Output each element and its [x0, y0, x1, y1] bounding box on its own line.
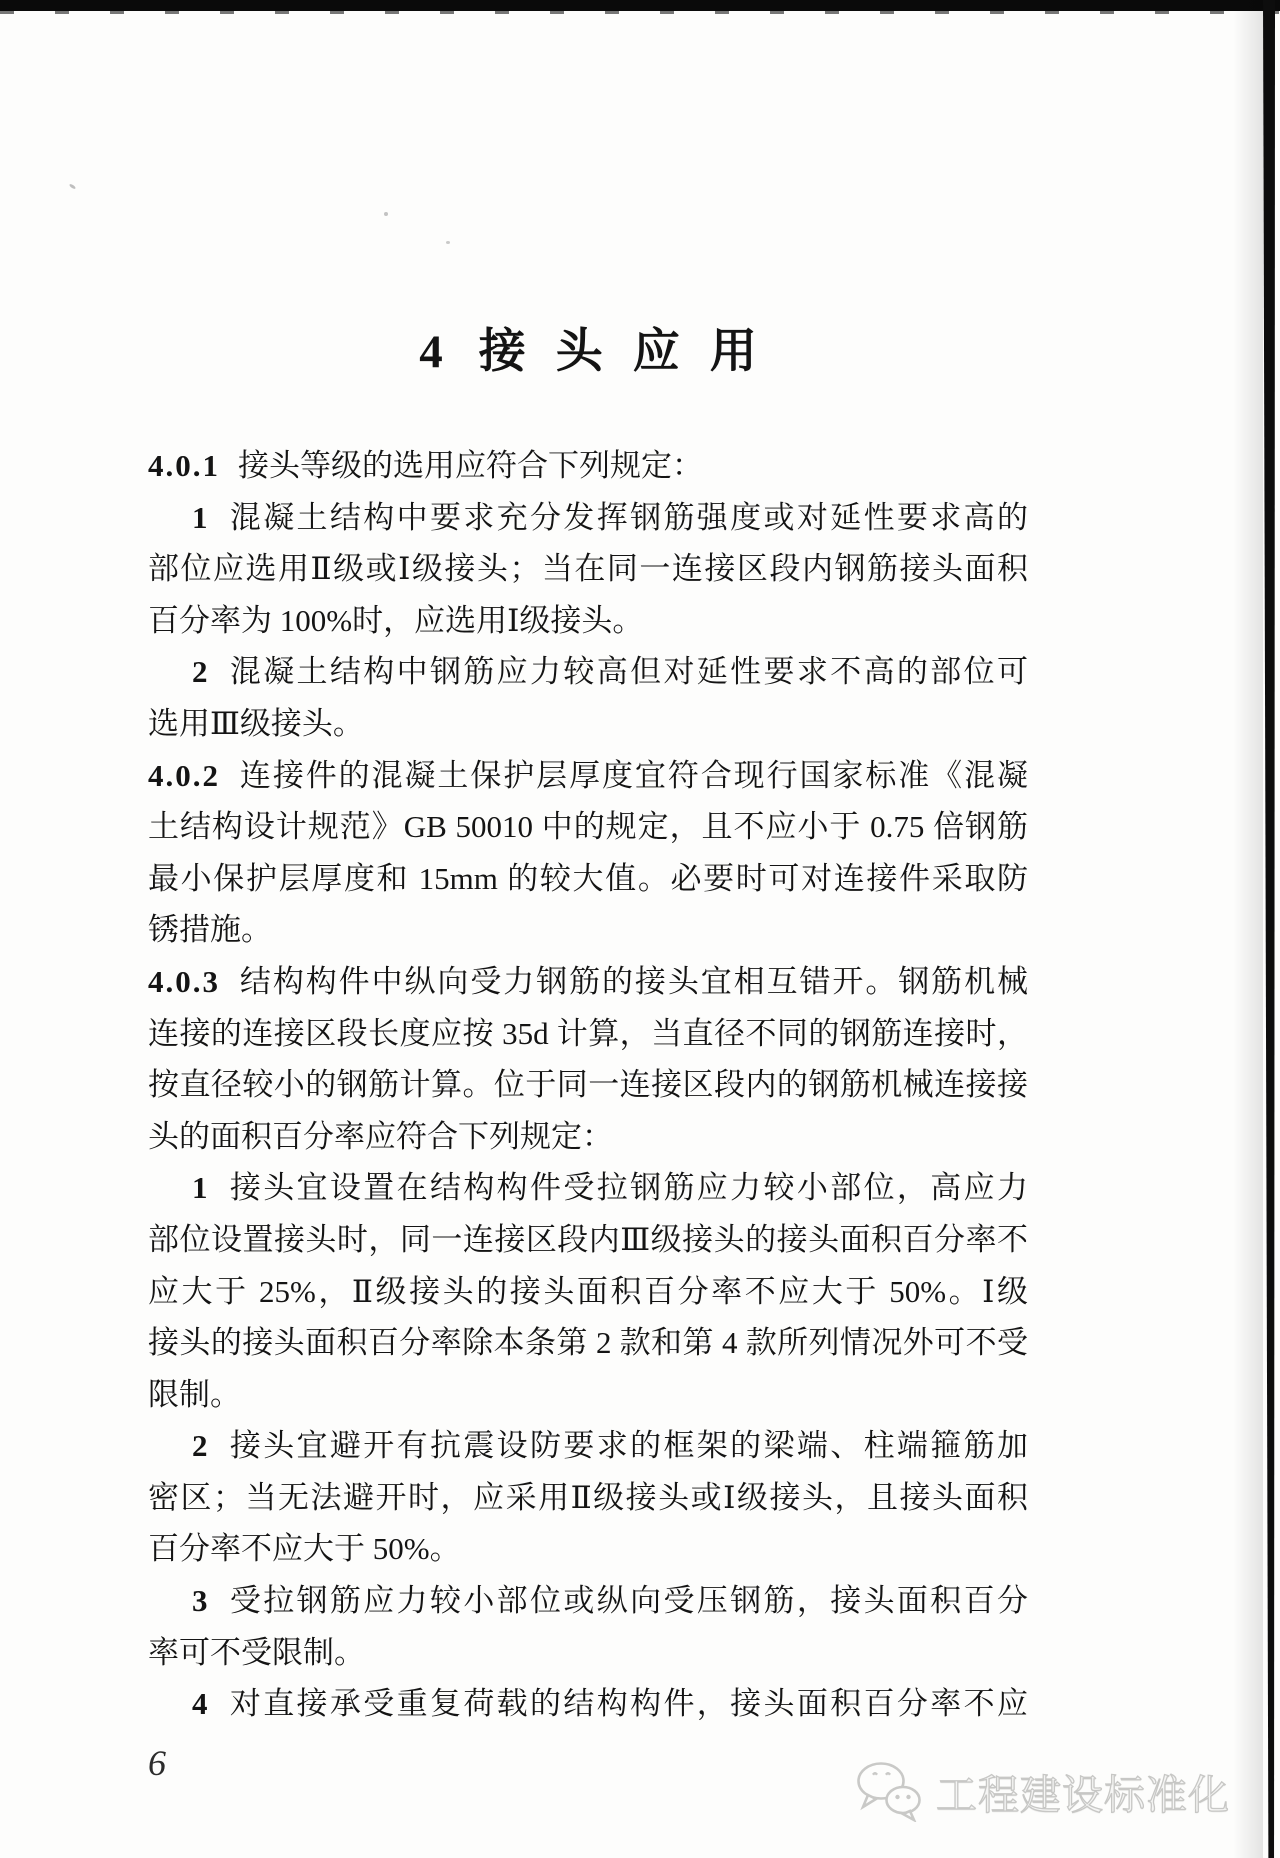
- scan-right-edge-line: [1263, 0, 1275, 1858]
- text-line: [148, 1472, 1028, 1524]
- scan-right-shadow: [1233, 0, 1263, 1858]
- line-text: 最小保护层厚度和 15mm 的较大值。必要时可对连接件采取防: [148, 860, 1028, 896]
- line-text: 部位应选用Ⅱ级或Ⅰ级接头；当在同一连接区段内钢筋接头面积: [148, 551, 1028, 587]
- line-text: 应大于 25%，Ⅱ级接头的接头面积百分率不应大于 50%。Ⅰ级: [148, 1273, 1028, 1309]
- text-line: [148, 1266, 1028, 1318]
- line-text: 连接的连接区段长度应按 35d 计算，当直径不同的钢筋连接时，: [148, 1015, 1028, 1051]
- scan-top-edge-bar: [0, 0, 1280, 11]
- line-text: 百分率为 100%时，应选用Ⅰ级接头。: [148, 602, 644, 638]
- line-text: 锈措施。: [148, 912, 272, 948]
- chapter-number: 4: [419, 326, 443, 378]
- text-line: [148, 1059, 1028, 1111]
- clause-number: 3: [192, 1583, 210, 1619]
- body-text: [148, 440, 1028, 1730]
- text-line: [148, 1369, 1028, 1421]
- line-text: 部位设置接头时，同一连接区段内Ⅲ级接头的接头面积百分率不: [148, 1221, 1028, 1257]
- text-line: [148, 1111, 1028, 1163]
- watermark: [856, 1760, 1230, 1822]
- line-text: 接头宜避开有抗震设防要求的框架的梁端、柱端箍筋加: [227, 1428, 1028, 1464]
- text-line: [148, 440, 1028, 492]
- wechat-icon: [856, 1760, 926, 1822]
- line-text: 对直接承受重复荷载的结构构件，接头面积百分率不应: [227, 1686, 1028, 1722]
- line-text: 百分率不应大于 50%。: [148, 1531, 461, 1567]
- text-line: [148, 750, 1028, 802]
- text-line: [148, 1678, 1028, 1730]
- text-line: [148, 1627, 1028, 1679]
- clause-number: 4: [192, 1686, 210, 1722]
- text-line: [148, 1317, 1028, 1369]
- clause-number: 2: [192, 1428, 210, 1464]
- line-text: 混凝土结构中要求充分发挥钢筋强度或对延性要求高的: [227, 499, 1028, 535]
- clause-number: 1: [192, 499, 210, 535]
- text-line: [148, 853, 1028, 905]
- text-line: [148, 1523, 1028, 1575]
- line-text: 头的面积百分率应符合下列规定：: [148, 1118, 613, 1154]
- chapter-title-text: 接头应用: [478, 326, 787, 378]
- clause-number: 4.0.3: [148, 963, 220, 999]
- line-text: 密区；当无法避开时，应采用Ⅱ级接头或Ⅰ级接头，且接头面积: [148, 1479, 1028, 1515]
- text-line: [148, 1008, 1028, 1060]
- scan-artifact: [69, 183, 76, 189]
- text-line: [148, 698, 1028, 750]
- line-text: 选用Ⅲ级接头。: [148, 705, 364, 741]
- page-number: 6: [148, 1743, 166, 1783]
- text-line: [148, 646, 1028, 698]
- text-line: [148, 492, 1028, 544]
- line-text: 接头等级的选用应符合下列规定：: [238, 448, 703, 483]
- line-text: 土结构设计规范》GB 50010 中的规定，且不应小于 0.75 倍钢筋: [148, 809, 1028, 845]
- watermark-text: 工程建设标准化: [936, 1771, 1230, 1818]
- clause-number: 4.0.1: [148, 448, 220, 483]
- clause-number: 1: [192, 1170, 210, 1206]
- clause-number: 2: [192, 654, 210, 690]
- text-line: [148, 956, 1028, 1008]
- text-line: [148, 801, 1028, 853]
- scan-artifact: [446, 241, 450, 244]
- scan-artifact: [384, 212, 388, 216]
- text-line: [148, 543, 1028, 595]
- text-line: [148, 595, 1028, 647]
- line-text: 率可不受限制。: [148, 1634, 365, 1670]
- line-text: 混凝土结构中钢筋应力较高但对延性要求不高的部位可: [227, 654, 1028, 690]
- text-line: [148, 1575, 1028, 1627]
- clause-number: 4.0.2: [148, 757, 220, 793]
- line-text: 受拉钢筋应力较小部位或纵向受压钢筋，接头面积百分: [227, 1583, 1028, 1619]
- line-text: 限制。: [148, 1376, 241, 1412]
- chapter-title: [148, 314, 1028, 381]
- line-text: 接头宜设置在结构构件受拉钢筋应力较小部位，高应力: [227, 1170, 1028, 1206]
- line-text: 按直径较小的钢筋计算。位于同一连接区段内的钢筋机械连接接: [148, 1067, 1028, 1103]
- text-line: [148, 1214, 1028, 1266]
- text-line: [148, 1162, 1028, 1214]
- text-line: [148, 904, 1028, 956]
- text-line: [148, 1420, 1028, 1472]
- line-text: 连接件的混凝土保护层厚度宜符合现行国家标准《混凝: [238, 757, 1028, 793]
- line-text: 结构构件中纵向受力钢筋的接头宜相互错开。钢筋机械: [238, 963, 1028, 999]
- line-text: 接头的接头面积百分率除本条第 2 款和第 4 款所列情况外可不受: [148, 1325, 1028, 1361]
